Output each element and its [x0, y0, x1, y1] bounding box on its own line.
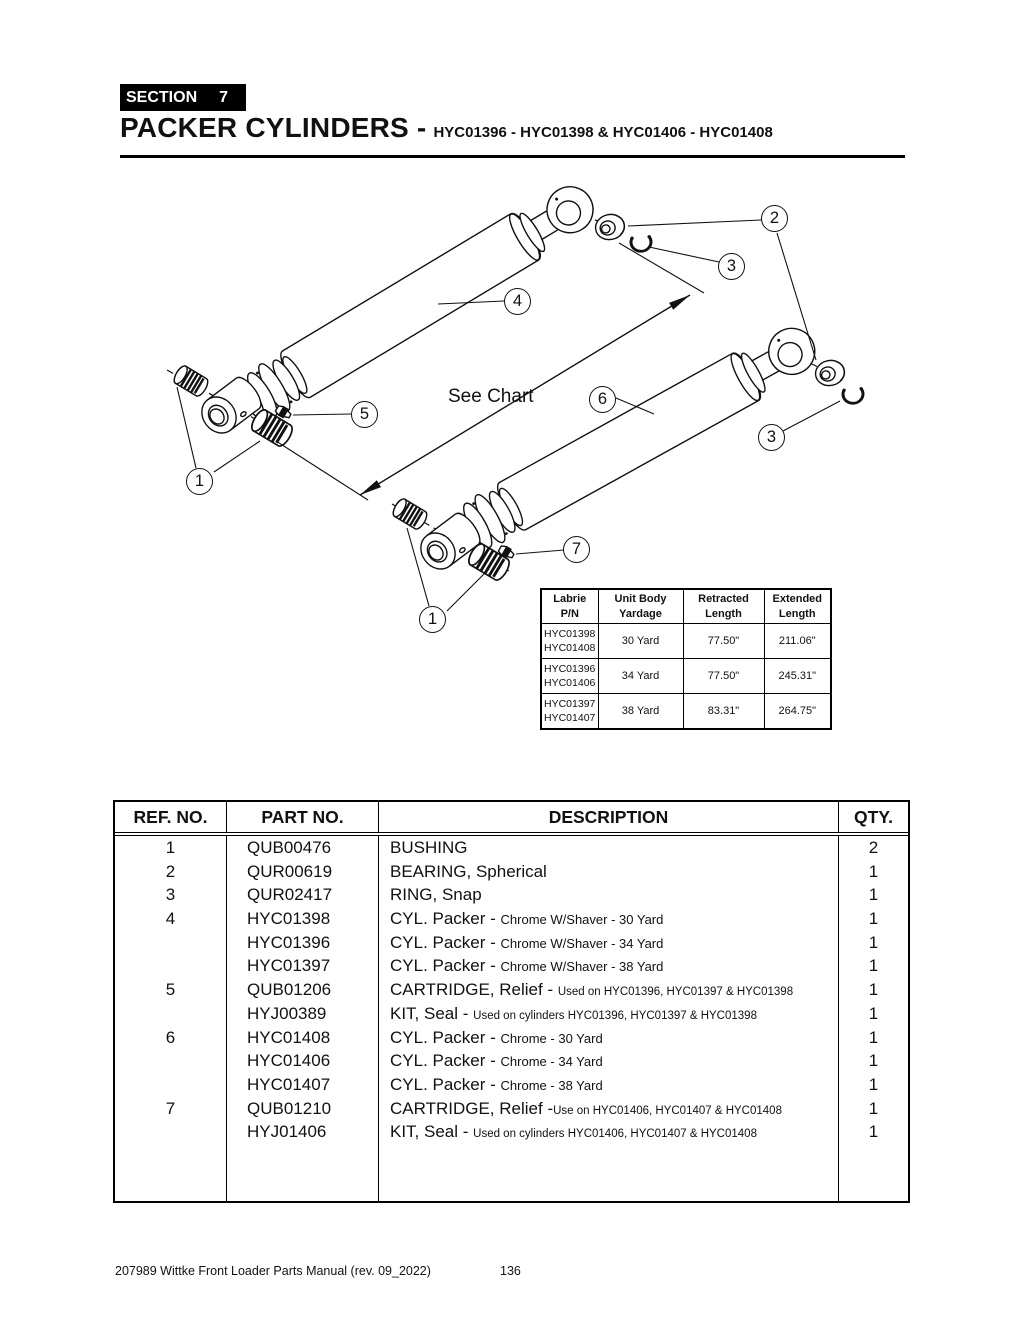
parts-table-header [115, 802, 908, 836]
callout-2: 2 [761, 205, 788, 232]
table-row: HYC01396 CYL. Packer - Chrome W/Shaver - 34 Yard 1 [115, 931, 908, 955]
page-number: 136 [500, 1264, 521, 1278]
callout-3-lower: 3 [758, 424, 785, 451]
chart-header-pn: Labrie P/N [541, 589, 598, 624]
callout-7: 7 [563, 536, 590, 563]
see-chart-label: See Chart [448, 386, 534, 407]
table-row: HYC01406 CYL. Packer - Chrome - 34 Yard 1 [115, 1049, 908, 1073]
chart-row: HYC01396 HYC01406 34 Yard 77.50" 245.31" [541, 659, 831, 694]
chart-table [540, 588, 832, 730]
table-row: HYC01397 CYL. Packer - Chrome W/Shaver - 38 Yard 1 [115, 954, 908, 978]
header-qty: QTY. [854, 806, 893, 827]
table-row: 6 HYC01408 CYL. Packer - Chrome - 30 Yard 1 [115, 1026, 908, 1050]
chart-header-retracted: Retracted Length [683, 589, 764, 624]
parts-table [113, 800, 910, 1203]
table-row: HYJ01406 KIT, Seal - Used on cylinders HYC01406, HYC01407 & HYC01408 1 [115, 1120, 908, 1144]
chart-header-extended: Extended Length [764, 589, 831, 624]
table-row: 5 QUB01206 CARTRIDGE, Relief - Used on HYC01396, HYC01397 & HYC01398 1 [115, 978, 908, 1002]
parts-diagram [0, 170, 1024, 770]
table-row: 3 QUR02417 RING, Snap 1 [115, 883, 908, 907]
callout-6: 6 [589, 386, 616, 413]
table-row: 7 QUB01210 CARTRIDGE, Relief -Use on HYC01406, HYC01407 & HYC01408 1 [115, 1097, 908, 1121]
header-ref-no: REF. NO. [115, 802, 227, 832]
header-description: DESCRIPTION [379, 802, 839, 832]
callout-1-upper: 1 [186, 468, 213, 495]
cylinder-upper [195, 175, 604, 440]
callout-5: 5 [351, 401, 378, 428]
callout-1-lower: 1 [419, 606, 446, 633]
title-divider [120, 155, 905, 158]
section-label: SECTION [126, 88, 198, 106]
table-row: HYC01407 CYL. Packer - Chrome - 38 Yard 1 [115, 1073, 908, 1097]
callout-3-upper: 3 [718, 253, 745, 280]
page-title-main: PACKER CYLINDERS - [120, 112, 427, 143]
chart-row: HYC01398 HYC01408 30 Yard 77.50" 211.06" [541, 624, 831, 659]
chart-row: HYC01397 HYC01407 38 Yard 83.31" 264.75" [541, 694, 831, 730]
table-row: HYJ00389 KIT, Seal - Used on cylinders HYC01396, HYC01397 & HYC01398 1 [115, 1002, 908, 1026]
page-title [120, 112, 910, 144]
table-row: 2 QUR00619 BEARING, Spherical 1 [115, 860, 908, 884]
table-row: 1 QUB00476 BUSHING 2 [115, 836, 908, 860]
header-part-no: PART NO. [227, 802, 379, 832]
footer-text: 207989 Wittke Front Loader Parts Manual (rev. 09_2022) [115, 1264, 431, 1278]
callout-4: 4 [504, 288, 531, 315]
section-badge [120, 84, 246, 111]
table-row: 4 HYC01398 CYL. Packer - Chrome W/Shaver - 30 Yard 1 [115, 907, 908, 931]
chart-header-yardage: Unit Body Yardage [598, 589, 683, 624]
chart-header-row [541, 589, 831, 624]
page-title-suffix: HYC01396 - HYC01398 & HYC01406 - HYC01408 [433, 124, 773, 141]
section-number: 7 [219, 88, 228, 106]
table-empty-space [115, 1144, 908, 1201]
